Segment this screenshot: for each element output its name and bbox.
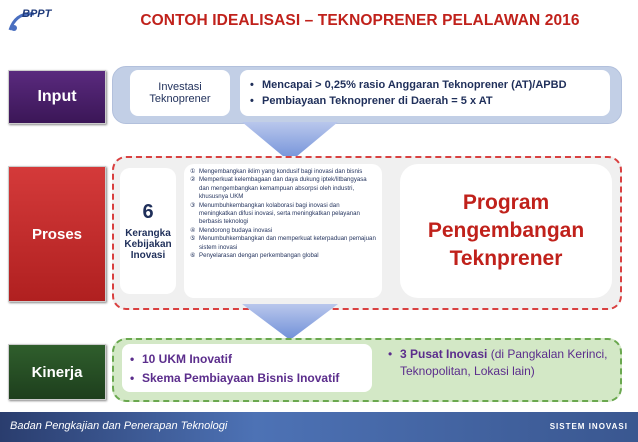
framework-label-line2: Kebijakan xyxy=(124,239,172,250)
program-line2: Pengembangan xyxy=(427,219,585,242)
policy-item-text: Mengembangkan iklim yang kondusif bagi inovasi dan bisnis xyxy=(199,168,363,175)
proses-count-box xyxy=(120,168,176,294)
framework-label-line3: Inovasi xyxy=(130,250,166,261)
input-bullet: • Pembiayaan Teknoprener di Daerah = 5 x AT xyxy=(250,95,567,107)
input-label: Input xyxy=(8,70,106,124)
policy-item xyxy=(190,202,378,227)
down-arrow-icon xyxy=(242,304,338,340)
policy-item-marker: ① xyxy=(190,168,196,175)
policy-item-marker: ⑥ xyxy=(190,252,196,260)
pusat-inovasi-detail: (di Pangkalan Kerinci, Teknopolitan, Lokasi lain) xyxy=(400,347,608,378)
kinerja-right-text: • 3 Pusat Inovasi (di Pangkalan Kerinci, Teknopolitan, Lokasi lain) xyxy=(388,347,608,378)
policy-item-text: Penyelarasan dengan perkembangan global xyxy=(199,252,319,260)
policy-item-marker: ④ xyxy=(190,226,196,234)
page-title: CONTOH IDEALISASI – TEKNOPRENER PELALAWAN 2016 xyxy=(140,12,580,29)
policy-item xyxy=(190,235,378,252)
kinerja-label: Kinerja xyxy=(8,344,106,400)
proses-label: Proses xyxy=(8,166,106,302)
program-line1: Program xyxy=(462,191,550,214)
program-box xyxy=(400,164,612,298)
proses-items-box xyxy=(184,164,382,298)
policy-item xyxy=(190,227,378,235)
kinerja-left-box xyxy=(122,344,372,392)
policy-item-text: Memperkuat kelembagaan dan daya dukung iptek/litbangyasa dan mengembangkan kemampuan absorpsi oleh industri, khususnya UKM xyxy=(199,176,367,201)
input-target-box xyxy=(240,70,610,116)
policy-item-text: Menumbuhkembangkan kolaborasi bagi inovasi dan meningkatkan difusi inovasi, serta meningkatkan pelayanan berbasis teknologi xyxy=(199,201,360,226)
program-line3: Teknprener xyxy=(449,247,563,270)
policy-item-text: Menumbuhkembangkan dan memperkuat keterpaduan pemajuan sistem inovasi xyxy=(199,235,376,251)
policy-item-marker: ③ xyxy=(190,201,196,209)
input-bullet: • Mencapai > 0,25% rasio Anggaran Teknoprener (AT)/APBD xyxy=(250,79,567,91)
input-investasi-box xyxy=(130,70,230,116)
policy-item xyxy=(190,168,378,176)
policy-item-marker: ② xyxy=(190,176,196,184)
investasi-line1: Investasi xyxy=(158,81,202,93)
footer-org: Badan Pengkajian dan Penerapan Teknologi xyxy=(10,420,228,432)
logo-text: BPPT xyxy=(22,8,52,20)
kinerja-bullet: • Skema Pembiayaan Bisnis Inovatif xyxy=(130,371,339,385)
pusat-inovasi-bold: 3 Pusat Inovasi xyxy=(400,347,488,361)
footer-tag: SISTEM INOVASI xyxy=(549,422,628,431)
policy-item-marker: ⑤ xyxy=(190,235,196,243)
framework-count: 6 xyxy=(142,201,154,223)
policy-item xyxy=(190,176,378,201)
investasi-line2: Teknoprener xyxy=(149,93,211,105)
framework-label-line1: Kerangka xyxy=(125,228,171,239)
policy-item-text: Mendorong budaya inovasi xyxy=(199,226,273,234)
footer-bar xyxy=(0,412,638,442)
kinerja-bullet: • 10 UKM Inovatif xyxy=(130,352,339,366)
policy-item xyxy=(190,252,378,260)
